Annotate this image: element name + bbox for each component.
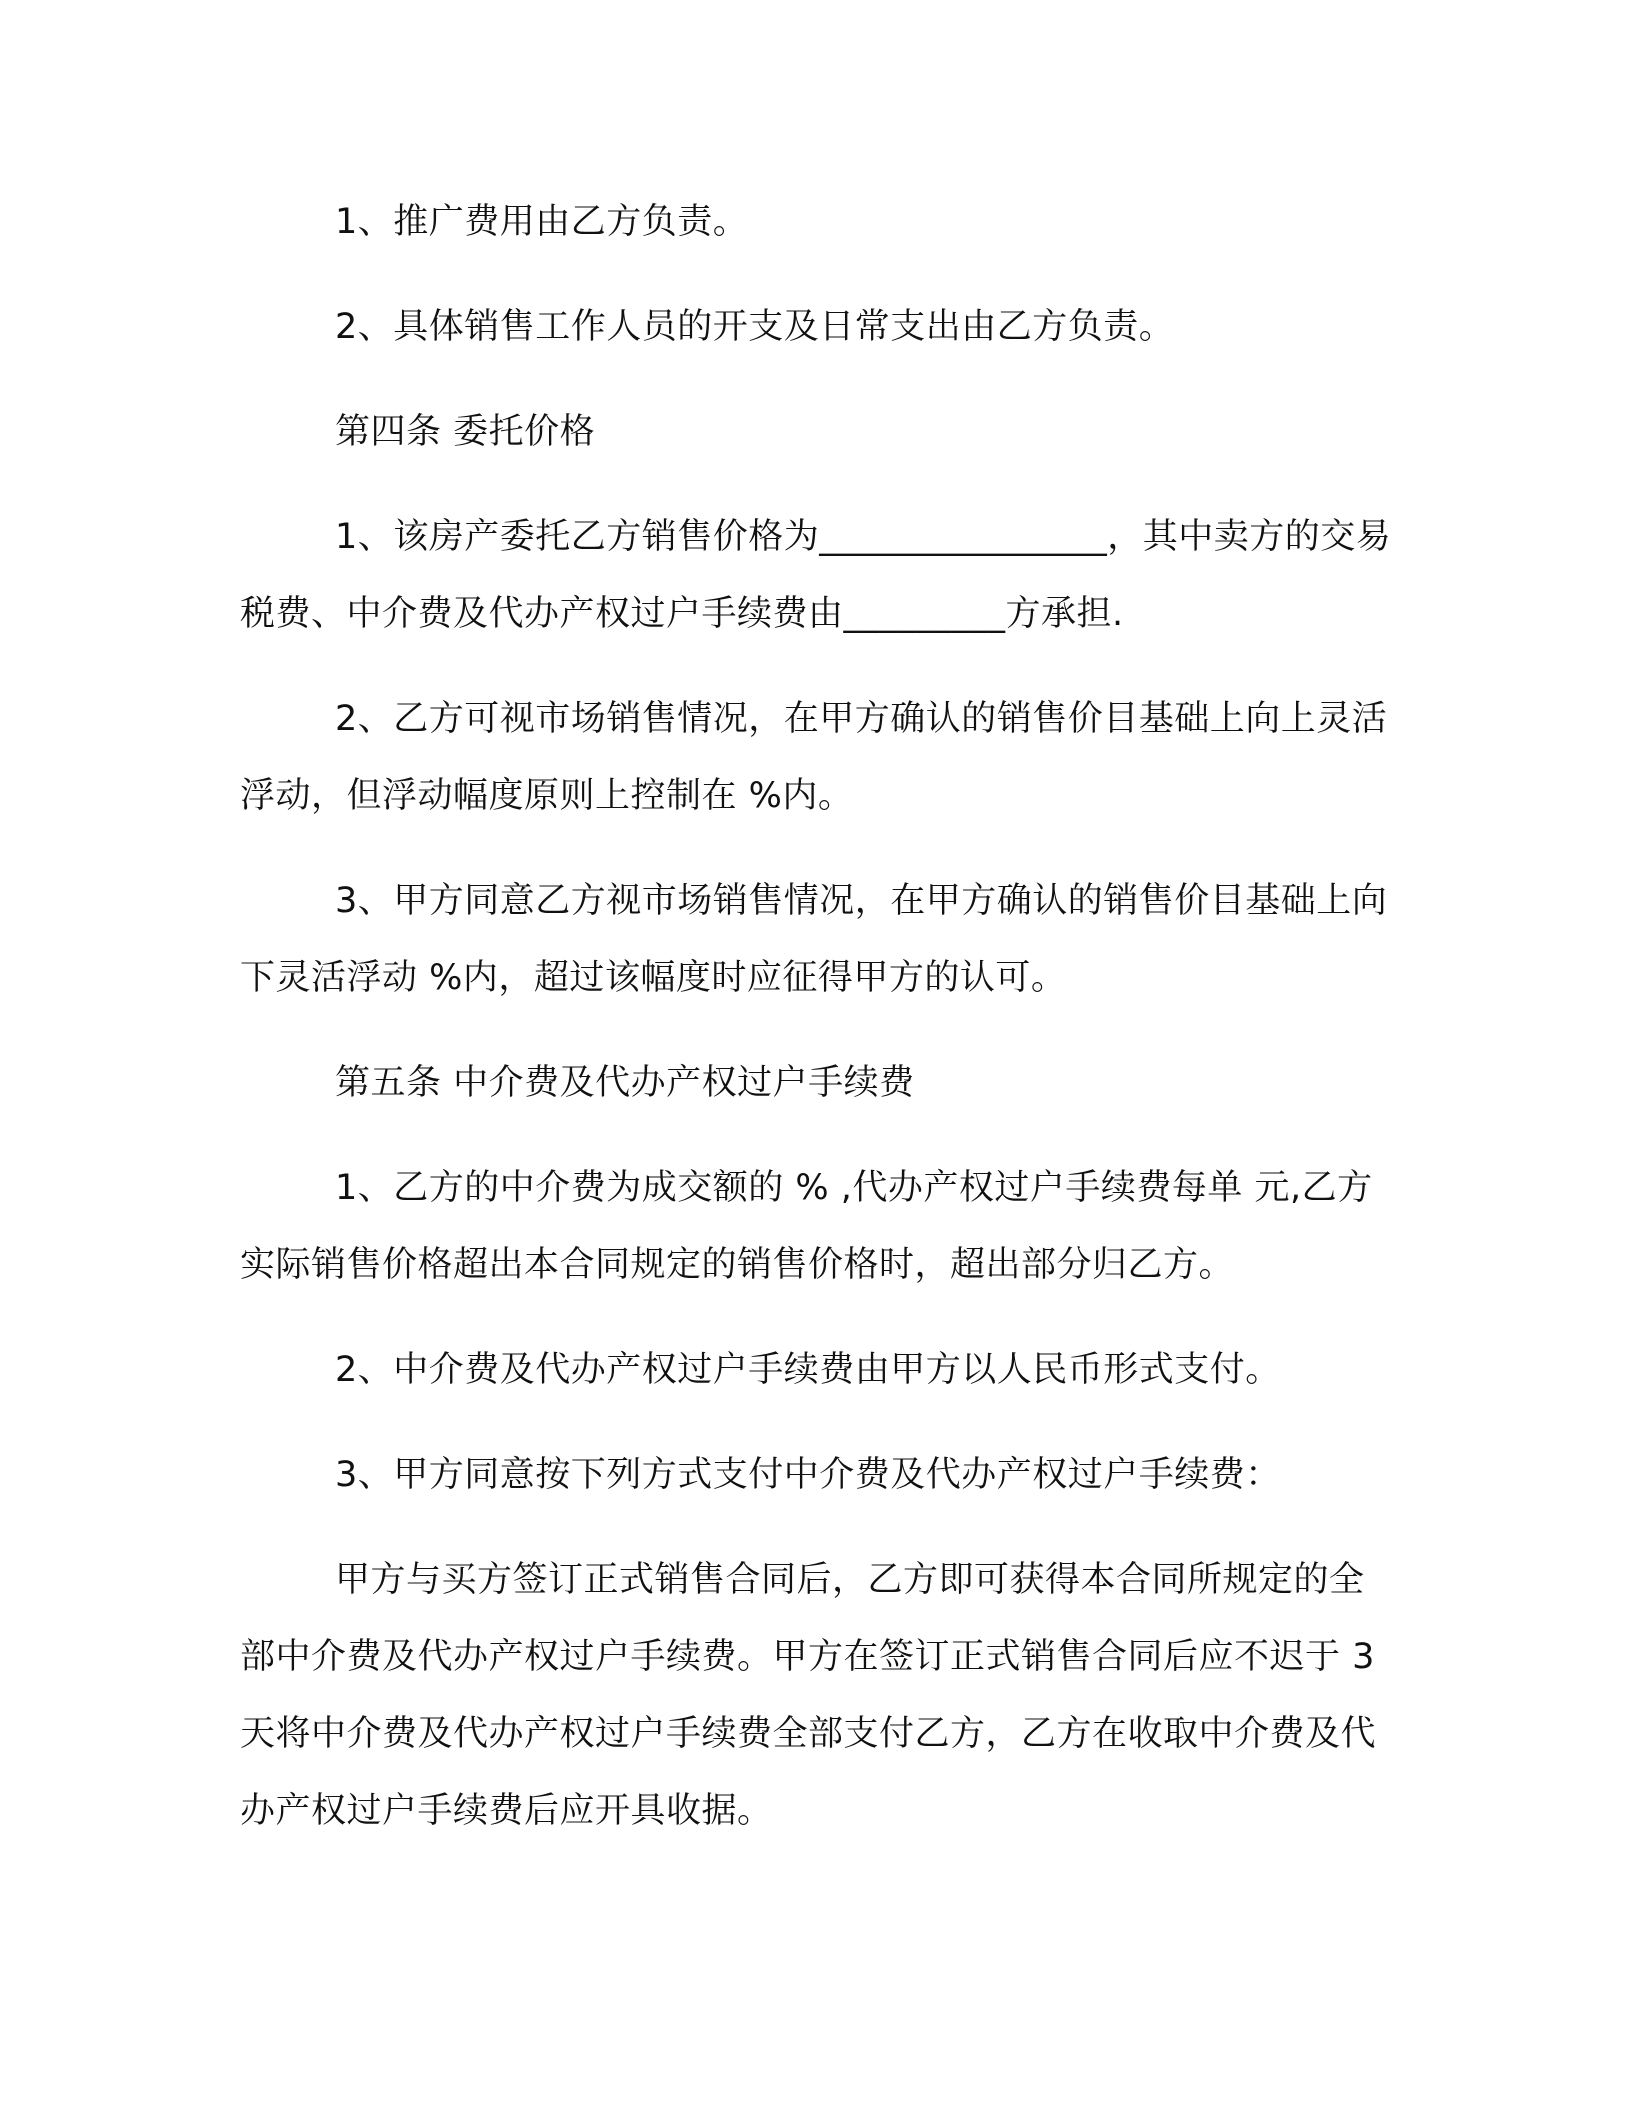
paragraph-promotion-cost: 1、推广费用由乙方负责。 [335,202,749,242]
section-heading-article-4: 第四条 委托价格 [335,412,596,452]
paragraph-payment-currency: 2、中介费及代办产权过户手续费由甲方以人民币形式支付。 [335,1350,1281,1390]
paragraph-upward-float: 2、乙方可视市场销售情况，在甲方确认的销售价目基础上向上灵活浮动，但浮动幅度原则上控制在 %内。 [240,699,1388,816]
paragraph-staff-expenses: 2、具体销售工作人员的开支及日常支出由乙方负责。 [335,307,1175,347]
paragraph-payment-terms: 甲方与买方签订正式销售合同后，乙方即可获得本合同所规定的全部中介费及代办产权过户手续费。甲方在签订正式销售合同后应不迟于 3 天将中介费及代办产权过户手续费全部支付乙方，乙方在收取中介费及代办产权过户手续费后应开具收据。 [240,1560,1387,1831]
paragraph-downward-float: 3、甲方同意乙方视市场销售情况，在甲方确认的销售价目基础上向下灵活浮动 %内，超过该幅度时应征得甲方的认可。 [240,881,1388,998]
section-heading-article-5: 第五条 中介费及代办产权过户手续费 [335,1063,915,1103]
paragraph-agency-fee: 1、乙方的中介费为成交额的 % ,代办产权过户手续费每单 元,乙方实际销售价格超出本合同规定的销售价格时，超出部分归乙方。 [240,1168,1373,1285]
paragraph-payment-method: 3、甲方同意按下列方式支付中介费及代办产权过户手续费： [335,1455,1281,1495]
document-body [240,184,1392,1878]
paragraph-sale-price: 1、该房产委托乙方销售价格为________________，其中卖方的交易税费、中介费及代办产权过户手续费由_________方承担. [240,517,1392,634]
